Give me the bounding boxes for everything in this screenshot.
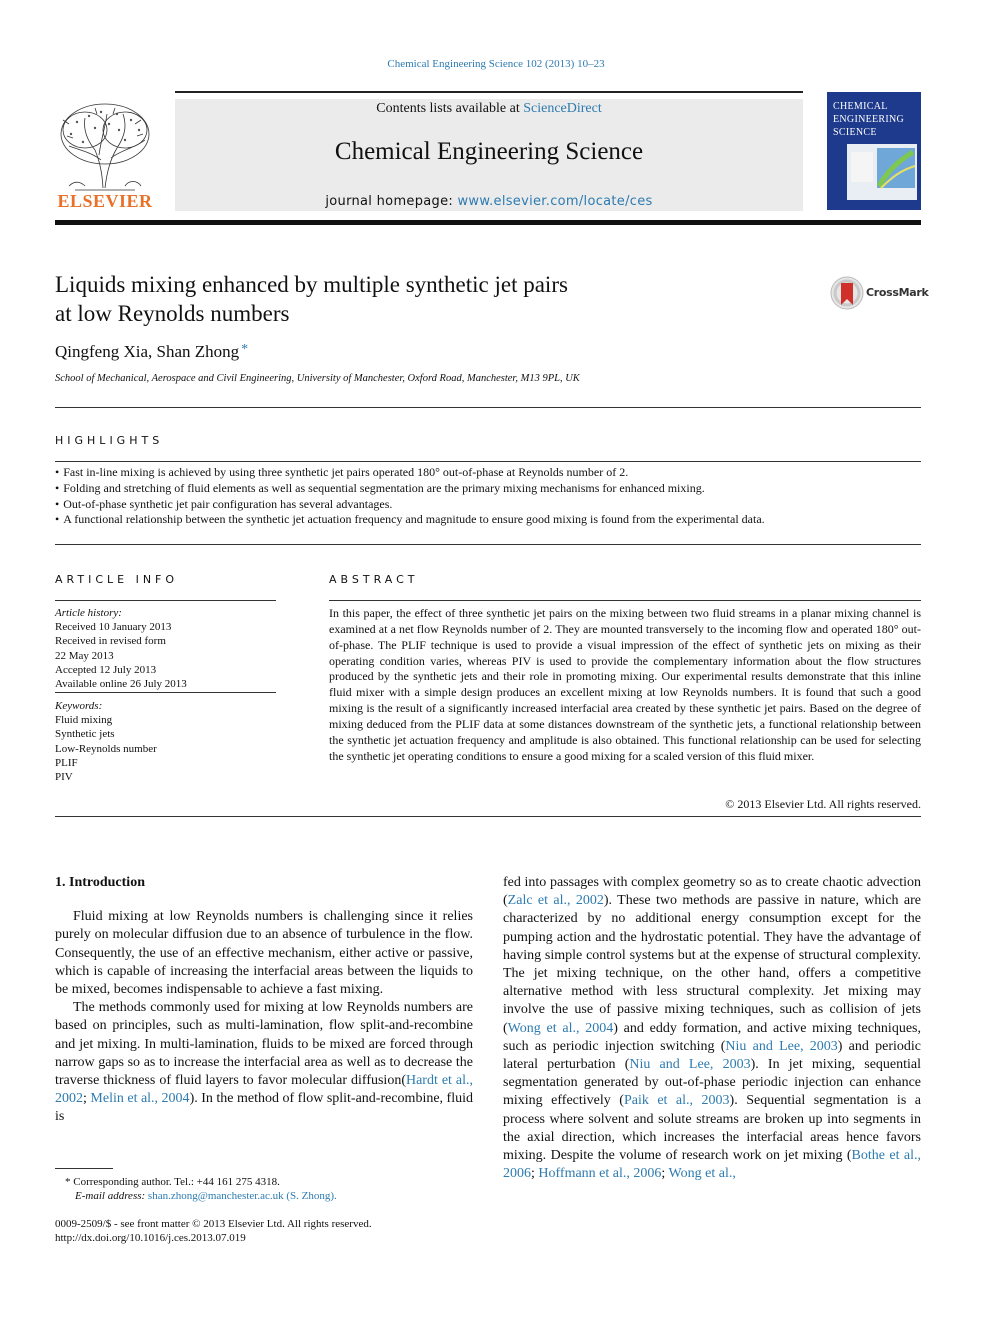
body-text: fed into passages with complex geometry so as to create chaotic advection ( (503, 875, 921, 909)
highlight-item: • Fast in-line mixing is achieved by using three synthetic jet pairs operated 180° out-of-phase at Reynolds number of 2. (55, 465, 921, 481)
cover-artwork (827, 92, 921, 210)
author-affiliation: School of Mechanical, Aerospace and Civil Engineering, University of Manchester, Oxford Road, Manchester, M13 9PL, UK (55, 373, 580, 384)
contents-prefix: Contents lists available at (376, 101, 524, 116)
history-entry: 22 May 2013 (55, 649, 114, 662)
body-paragraph (55, 999, 473, 1126)
reference-link[interactable]: Wong et al., 2004 (507, 1020, 614, 1036)
article-history (55, 606, 276, 691)
reference-link[interactable]: Zalc et al., 2002 (507, 893, 604, 909)
author-names: Qingfeng Xia, Shan Zhong (55, 342, 240, 361)
keywords-block (55, 699, 157, 784)
keyword: Low-Reynolds number (55, 742, 157, 755)
highlights-top-rule (55, 461, 921, 462)
article-title-line1: Liquids mixing enhanced by multiple synthetic jet pairs (55, 272, 568, 297)
highlights-heading: HIGHLIGHTS (55, 434, 164, 447)
abstract-rule (329, 600, 921, 601)
highlight-item: • Out-of-phase synthetic jet pair configuration has several advantages. (55, 497, 921, 513)
body-column-left (55, 874, 473, 1127)
doi-link[interactable]: http://dx.doi.org/10.1016/j.ces.2013.07.019 (55, 1232, 246, 1244)
article-title-line2: at low Reynolds numbers (55, 301, 290, 326)
highlights-list (55, 465, 921, 528)
crossmark-label[interactable]: CrossMark (866, 286, 929, 299)
body-text: ; (83, 1091, 91, 1107)
journal-citation[interactable]: Chemical Engineering Science 102 (2013) 10–23 (387, 58, 605, 70)
abstract-text: In this paper, the effect of three synthetic jet pairs on the mixing between two fluid streams in a planar mixing channel is examined at a net flow Reynolds number of 2. They are mounted transversely to the incoming flow and operated 180° out-of-phase. The PLIF technique is used to provide a visual impression of the effect of synthetic jets on mixing as their operating condition varies, whereas PIV is used to provide the complementary information about the flow structures produced by the synthetic jets and their role in promoting mixing. Our experimental results demonstrate that this inline fluid mixer with a simple design produces an excellent mixing at low Reynolds numbers. It is found that such a good mixing is the result of a significantly increased interfacial area created by these synthetic jet pairs. Based on the degree of mixing deduced from the PLIF data at some distances downstream of the synthetic jets, a functional relationship between the synthetic jet actuation frequency and amplitude is also obtained. This functional relationship can be used for selecting the synthetic jet operating conditions to ensure a good mixing for a scaled version of this fluid mixer. (329, 606, 921, 763)
cover-title-line1: CHEMICAL (833, 101, 888, 112)
history-entry: Received 10 January 2013 (55, 621, 172, 634)
keyword: Synthetic jets (55, 728, 115, 741)
body-text: ). Sequential segmentation is a process where solvent and solute streams are broken up into segments in the axial direction, which increases the interfacial areas hence favors mixing. Despite the volume of research work on jet mixing ( (503, 1093, 921, 1164)
article-title (55, 270, 755, 328)
abstract-bottom-rule (55, 816, 921, 817)
reference-link[interactable]: Wong et al., (668, 1166, 736, 1182)
history-entry: Accepted 12 July 2013 (55, 663, 157, 676)
title-block-rule (55, 407, 921, 408)
journal-title: Chemical Engineering Science (334, 138, 644, 165)
homepage-prefix: journal homepage: (325, 194, 458, 209)
body-text: ). In the method of flow split-and-recombine, fluid is (55, 1091, 473, 1125)
highlight-item: • Folding and stretching of fluid elements as well as sequential segmentation are the primary mixing mechanisms for enhanced mixing. (55, 481, 921, 497)
article-info-heading: ARTICLE INFO (55, 573, 179, 586)
history-rule (55, 692, 276, 693)
corresponding-author-note: * Corresponding author. Tel.: +44 161 275 4318. (65, 1176, 280, 1188)
email-note (55, 1189, 337, 1203)
journal-cover-thumbnail[interactable] (827, 92, 921, 210)
elsevier-wordmark: ELSEVIER (57, 191, 153, 211)
header-bottom-rule (55, 220, 921, 225)
body-text: ). In jet mixing, sequential segmentation generated by out-of-phase periodic injection can enhance mixing effectively ( (503, 1057, 921, 1109)
author-list (55, 342, 248, 362)
journal-homepage-line (175, 194, 803, 209)
footnotes (55, 1175, 337, 1203)
section-heading-introduction: 1. Introduction (55, 875, 145, 890)
body-text: The methods commonly used for mixing at low Reynolds numbers are based on principles, such as multi-lamination, flow split-and-recombine and jet mixing. In multi-lamination, fluids to be mixed are forced through narrow gaps so as to increase the interfacial area as well as to decrease the traverse thickness of fluid layers to favor molecular diffusion( (55, 1000, 473, 1089)
keyword: PLIF (55, 756, 78, 769)
body-text: ; (661, 1166, 669, 1182)
body-text: ) and eddy formation, and active mixing techniques, such as periodic injection switching ( (503, 1020, 921, 1054)
email-link[interactable]: shan.zhong@manchester.ac.uk (S. Zhong). (147, 1190, 337, 1202)
highlights-bottom-rule (55, 544, 921, 545)
body-column-right (503, 874, 921, 1183)
body-text: ; (531, 1166, 539, 1182)
keywords-label: Keywords: (55, 700, 103, 712)
history-entry: Available online 26 July 2013 (55, 678, 187, 691)
issn-line: 0009-2509/$ - see front matter © 2013 Elsevier Ltd. All rights reserved. (55, 1218, 372, 1230)
reference-link[interactable]: Hoffmann et al., 2006 (538, 1166, 662, 1182)
body-paragraph: Fluid mixing at low Reynolds numbers is challenging since it relies purely on molecular diffusion due to an absence of turbulence in the flow. Consequently, the use of an effective mechanism, either active or passive, which is capable of increasing the interfacial areas between the liquids to be mixed, becomes indispensable to achieve a fast mixing. (55, 909, 473, 998)
cover-title-line3: SCIENCE (833, 127, 877, 138)
corresponding-author-mark[interactable]: * (241, 342, 249, 357)
front-matter (55, 1217, 372, 1245)
footnote-rule (55, 1168, 113, 1169)
reference-link[interactable]: Bothe et al., 2006 (503, 1148, 921, 1182)
sciencedirect-link[interactable]: ScienceDirect (523, 101, 602, 116)
crossmark-icon[interactable] (829, 275, 865, 311)
reference-link[interactable]: Melin et al., 2004 (90, 1091, 190, 1107)
abstract-heading: ABSTRACT (329, 573, 419, 586)
reference-link[interactable]: Paik et al., 2003 (623, 1093, 730, 1109)
contents-available-line (175, 101, 803, 117)
reference-link[interactable]: Niu and Lee, 2003 (629, 1057, 751, 1073)
keyword: Fluid mixing (55, 714, 113, 727)
email-label: E-mail address: (75, 1190, 148, 1202)
history-entry: Received in revised form (55, 635, 166, 648)
header-top-rule (175, 91, 803, 93)
cover-title-line2: ENGINEERING (833, 114, 905, 125)
article-info-rule (55, 600, 276, 601)
body-text: ). These two methods are passive in nature, which are characterized by no additional energy consumption except for the pumping action and the hydrostatic potential. They have the advantage of having simple control systems but at the expense of structural complexity. The jet mixing technique, on the other hand, offers a competitive alternative method with less structural complexity. Jet mixing may involve the use of passive mixing techniques, such as collision of jets ( (503, 893, 921, 1036)
reference-link[interactable]: Hardt et al., 2002 (55, 1073, 473, 1107)
highlight-item: • A functional relationship between the synthetic jet actuation frequency and magnitude to ensure good mixing is found from the experimental data. (55, 512, 921, 528)
keyword: PIV (55, 771, 73, 784)
reference-link[interactable]: Niu and Lee, 2003 (725, 1038, 838, 1054)
history-label: Article history: (55, 607, 122, 619)
body-paragraph (503, 874, 921, 1183)
homepage-link[interactable]: www.elsevier.com/locate/ces (457, 194, 653, 209)
body-text: ) and periodic lateral perturbation ( (503, 1038, 921, 1073)
abstract-copyright: © 2013 Elsevier Ltd. All rights reserved. (725, 797, 921, 811)
